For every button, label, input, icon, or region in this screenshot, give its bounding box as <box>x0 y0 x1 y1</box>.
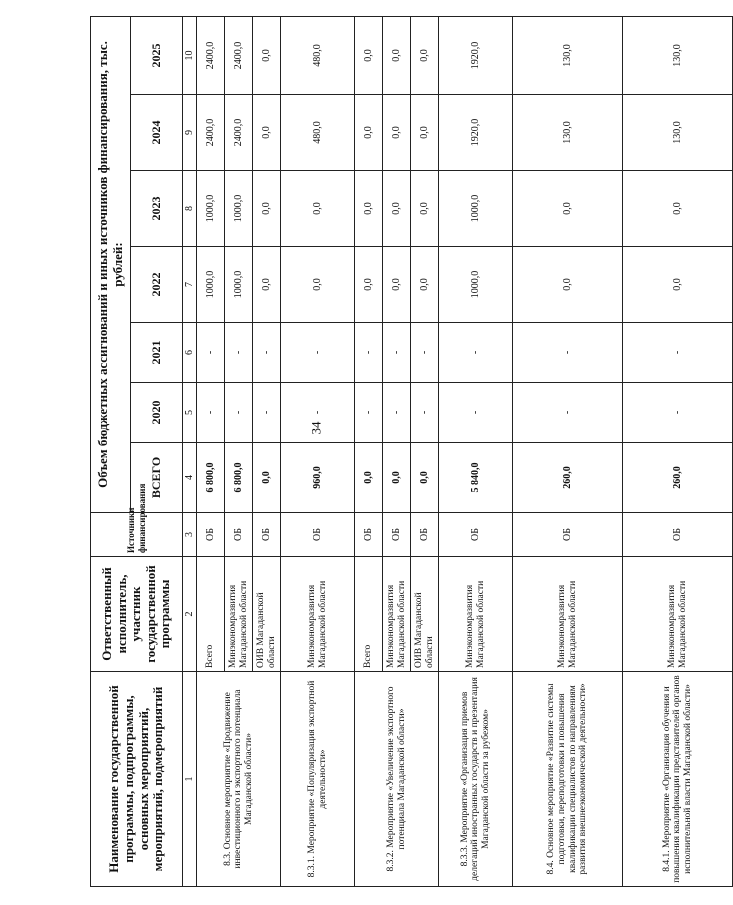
column-number: 10 <box>183 16 197 94</box>
row-year-value: - <box>623 383 733 443</box>
row-year-value: 2400,0 <box>225 16 253 94</box>
table-row <box>355 16 383 886</box>
header-source: Источники финансирования <box>91 513 183 557</box>
row-year-value: - <box>623 323 733 383</box>
row-year-value: 0,0 <box>411 95 439 171</box>
header-volume: Объем бюджетных ассигнований и иных источников финансирования, тыс. рублей: <box>91 16 131 512</box>
row-total: 0,0 <box>253 443 281 513</box>
row-year-value: - <box>281 323 355 383</box>
row-year-value: 0,0 <box>411 16 439 94</box>
row-year-value: - <box>197 323 225 383</box>
row-year-value: 0,0 <box>383 16 411 94</box>
row-year-value: 2400,0 <box>197 95 225 171</box>
row-year-value: 1000,0 <box>439 247 513 323</box>
row-year-value: 1000,0 <box>197 247 225 323</box>
row-year-value: - <box>253 383 281 443</box>
row-year-value: 2400,0 <box>225 95 253 171</box>
row-source: ОБ <box>383 513 411 557</box>
column-number: 5 <box>183 383 197 443</box>
row-year-value: - <box>513 323 623 383</box>
column-number: 7 <box>183 247 197 323</box>
column-number: 6 <box>183 323 197 383</box>
row-source: ОБ <box>253 513 281 557</box>
row-name: 8.4.1. Мероприятие «Организация обучения и повышения квалификации представителей органов исполнительной власти Магаданской области» <box>623 672 733 887</box>
row-year-value: 130,0 <box>513 95 623 171</box>
row-year-value: 0,0 <box>383 247 411 323</box>
row-year-value: 0,0 <box>281 171 355 247</box>
row-source: ОБ <box>623 513 733 557</box>
row-source: ОБ <box>281 513 355 557</box>
row-year-value: - <box>411 323 439 383</box>
row-name: 8.3.2. Мероприятие «Увеличение экспортного потенциала Магаданской области» <box>355 672 439 887</box>
table-row <box>281 16 355 886</box>
row-year-value: 1920,0 <box>439 16 513 94</box>
table-row <box>623 16 733 886</box>
row-year-value: 0,0 <box>253 247 281 323</box>
header-exec: Ответственный исполнитель, участник государственной программы <box>91 557 183 672</box>
row-year-value: - <box>439 383 513 443</box>
header-year: 2020 <box>131 383 183 443</box>
row-year-value: 1000,0 <box>225 171 253 247</box>
row-year-value: 0,0 <box>513 247 623 323</box>
row-year-value: 0,0 <box>253 16 281 94</box>
row-year-value: 130,0 <box>623 95 733 171</box>
row-year-value: 1920,0 <box>439 95 513 171</box>
row-total: 0,0 <box>383 443 411 513</box>
row-source: ОБ <box>513 513 623 557</box>
row-year-value: - <box>225 383 253 443</box>
row-executor: Минэкономразвития Магаданской области <box>281 557 355 672</box>
row-year-value: 480,0 <box>281 95 355 171</box>
column-number: 9 <box>183 95 197 171</box>
column-number: 2 <box>183 557 197 672</box>
column-number: 1 <box>183 672 197 887</box>
row-total: 260,0 <box>623 443 733 513</box>
row-year-value: 1000,0 <box>197 171 225 247</box>
row-name: 8.3.3. Мероприятие «Организация приемов делегаций иностранных государств и презентация Магаданской области за рубежом» <box>439 672 513 887</box>
header-year: 2024 <box>131 95 183 171</box>
row-year-value: - <box>513 383 623 443</box>
row-executor: Минэкономразвития Магаданской области <box>623 557 733 672</box>
row-year-value: 130,0 <box>623 16 733 94</box>
table-row <box>439 16 513 886</box>
column-number: 8 <box>183 171 197 247</box>
row-year-value: - <box>281 383 355 443</box>
row-total: 6 800,0 <box>225 443 253 513</box>
row-year-value: 0,0 <box>253 171 281 247</box>
row-year-value: 0,0 <box>623 247 733 323</box>
row-source: ОБ <box>411 513 439 557</box>
row-year-value: 0,0 <box>355 171 383 247</box>
header-year: 2025 <box>131 16 183 94</box>
row-year-value: 1000,0 <box>439 171 513 247</box>
row-total: 960,0 <box>281 443 355 513</box>
row-year-value: 0,0 <box>411 247 439 323</box>
column-number: 3 <box>183 513 197 557</box>
row-total: 0,0 <box>411 443 439 513</box>
row-year-value: - <box>355 323 383 383</box>
row-year-value: 2400,0 <box>197 16 225 94</box>
row-executor: ОИВ Магаданской области <box>253 557 281 672</box>
row-total: 0,0 <box>355 443 383 513</box>
row-name: 8.3.1. Мероприятие «Популяризация экспортной деятельности» <box>281 672 355 887</box>
header-year: 2021 <box>131 323 183 383</box>
row-year-value: 0,0 <box>281 247 355 323</box>
header-year: 2023 <box>131 171 183 247</box>
row-executor: Минэкономразвития Магаданской области <box>383 557 411 672</box>
row-executor: Всего <box>355 557 383 672</box>
header-total: ВСЕГО <box>131 443 183 513</box>
row-year-value: - <box>253 323 281 383</box>
row-executor: Всего <box>197 557 225 672</box>
table-row <box>197 16 225 886</box>
row-year-value: 0,0 <box>355 247 383 323</box>
row-year-value: 0,0 <box>411 171 439 247</box>
row-year-value: - <box>383 323 411 383</box>
row-year-value: 0,0 <box>623 171 733 247</box>
row-year-value: 0,0 <box>383 95 411 171</box>
row-year-value: 130,0 <box>513 16 623 94</box>
budget-table <box>90 16 733 887</box>
row-name: 8.3. Основное мероприятие «Продвижение инвестиционного и экспортного потенциала Магаданской области» <box>197 672 281 887</box>
row-source: ОБ <box>439 513 513 557</box>
row-executor: Минэкономразвития Магаданской области <box>439 557 513 672</box>
row-year-value: - <box>383 383 411 443</box>
row-year-value: - <box>411 383 439 443</box>
row-source: ОБ <box>225 513 253 557</box>
row-total: 260,0 <box>513 443 623 513</box>
row-year-value: 0,0 <box>383 171 411 247</box>
row-source: ОБ <box>197 513 225 557</box>
column-number: 4 <box>183 443 197 513</box>
row-total: 6 800,0 <box>197 443 225 513</box>
row-total: 5 840,0 <box>439 443 513 513</box>
row-executor: ОИВ Магаданской области <box>411 557 439 672</box>
row-year-value: - <box>439 323 513 383</box>
row-year-value: - <box>225 323 253 383</box>
row-source: ОБ <box>355 513 383 557</box>
row-year-value: 1000,0 <box>225 247 253 323</box>
row-year-value: - <box>197 383 225 443</box>
document-sheet <box>90 17 693 887</box>
header-year: 2022 <box>131 247 183 323</box>
page-number: 34 <box>308 421 324 435</box>
row-executor: Минэкономразвития Магаданской области <box>513 557 623 672</box>
row-year-value: 480,0 <box>281 16 355 94</box>
row-year-value: 0,0 <box>355 95 383 171</box>
header-name: Наименование государственной программы, подпрограммы, основных мероприятий, мероприятий, подмероприятий <box>91 672 183 887</box>
row-year-value: 0,0 <box>513 171 623 247</box>
row-year-value: 0,0 <box>355 16 383 94</box>
row-year-value: 0,0 <box>253 95 281 171</box>
row-year-value: - <box>355 383 383 443</box>
table-row <box>513 16 623 886</box>
row-name: 8.4. Основное мероприятие «Развитие системы подготовки, переподготовки и повышения квалификации специалистов по направлениям развития внешнеэкономической деятельности» <box>513 672 623 887</box>
row-executor: Минэкономразвития Магаданской области <box>225 557 253 672</box>
